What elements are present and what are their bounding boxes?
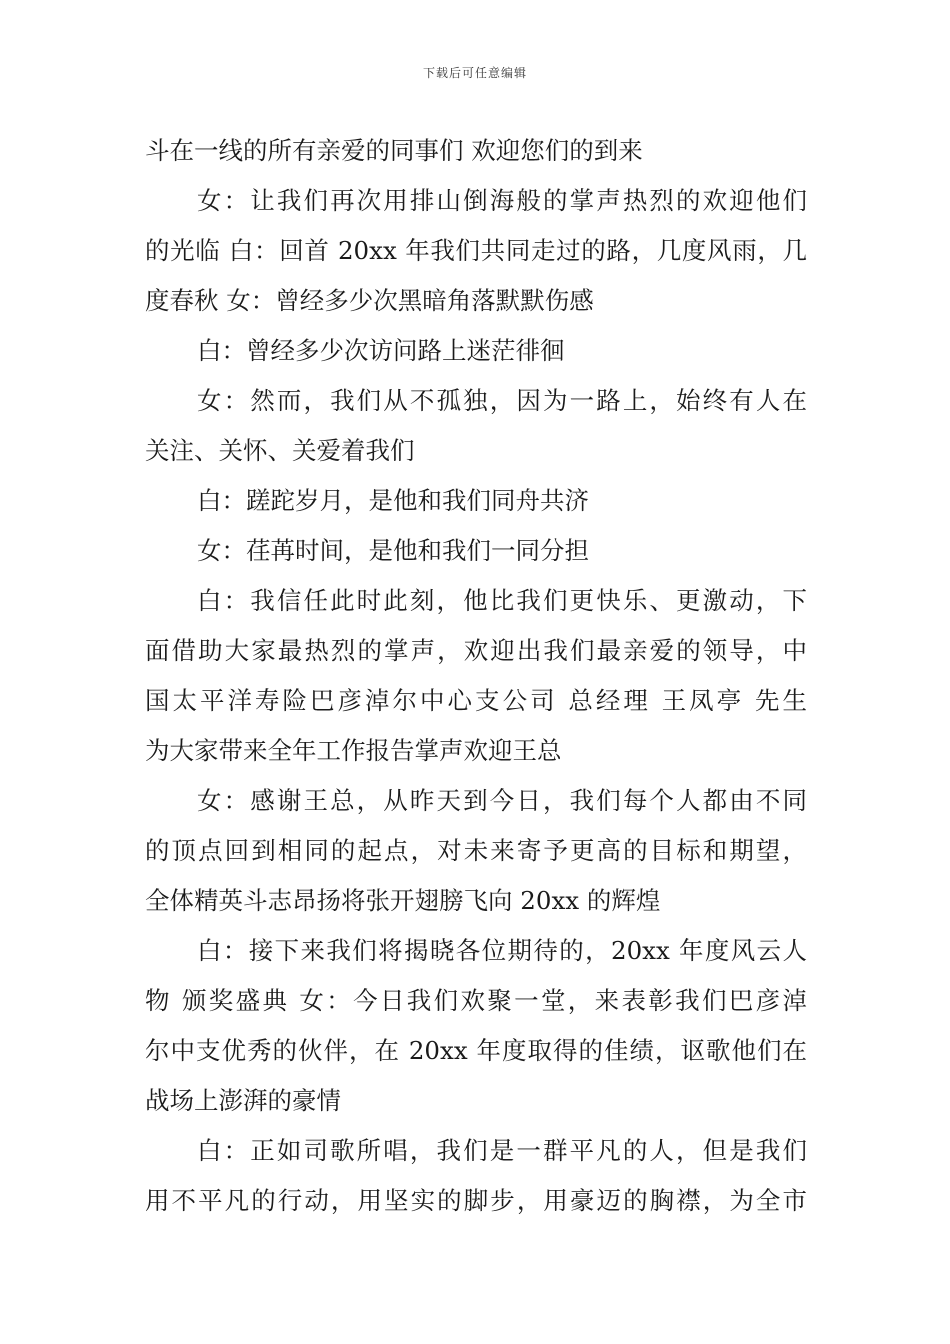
text-line: 女：感谢王总，从昨天到今日，我们每个人都由不同: [197, 786, 807, 815]
text-line: 女：荏苒时间，是他和我们一同分担: [197, 536, 589, 565]
text-line: 国太平洋寿险巴彦淖尔中心支公司 总经理 王凤亭 先生: [145, 686, 807, 715]
text-line: 斗在一线的所有亲爱的同事们 欢迎您们的到来: [145, 136, 643, 165]
text-line: 白：蹉跎岁月，是他和我们同舟共济: [197, 486, 589, 515]
text-line: 全体精英斗志昂扬将张开翅膀飞向 20xx 的辉煌: [145, 886, 661, 915]
text-line: 度春秋 女：曾经多少次黑暗角落默默伤感: [145, 286, 594, 315]
text-line: 战场上澎湃的豪情: [145, 1086, 341, 1115]
page-header-note: 下载后可任意编辑: [422, 66, 527, 80]
text-line: 的光临 白：回首 20xx 年我们共同走过的路，几度风雨，几: [145, 236, 807, 265]
text-line: 关注、关怀、关爱着我们: [145, 436, 415, 465]
text-line: 面借助大家最热烈的掌声，欢迎出我们最亲爱的领导，中: [145, 636, 807, 665]
text-line: 白：我信任此时此刻，他比我们更快乐、更激动，下: [197, 586, 807, 615]
text-line: 女：让我们再次用排山倒海般的掌声热烈的欢迎他们: [197, 186, 807, 215]
text-line: 物 颁奖盛典 女：今日我们欢聚一堂，来表彰我们巴彦淖: [145, 986, 807, 1015]
text-line: 白：正如司歌所唱，我们是一群平凡的人，但是我们: [197, 1136, 807, 1165]
text-line: 白：曾经多少次访问路上迷茫徘徊: [197, 336, 565, 365]
text-line: 白：接下来我们将揭晓各位期待的，20xx 年度风云人: [197, 936, 807, 965]
text-line: 为大家带来全年工作报告掌声欢迎王总: [145, 736, 562, 765]
text-line: 尔中支优秀的伙伴，在 20xx 年度取得的佳绩，讴歌他们在: [145, 1036, 807, 1065]
document-body: [145, 126, 807, 1226]
text-line: 用不平凡的行动，用坚实的脚步，用豪迈的胸襟，为全市: [145, 1186, 807, 1215]
text-line: 女：然而，我们从不孤独，因为一路上，始终有人在: [197, 386, 807, 415]
text-line: 的顶点回到相同的起点，对未来寄予更高的目标和期望，: [145, 836, 807, 865]
